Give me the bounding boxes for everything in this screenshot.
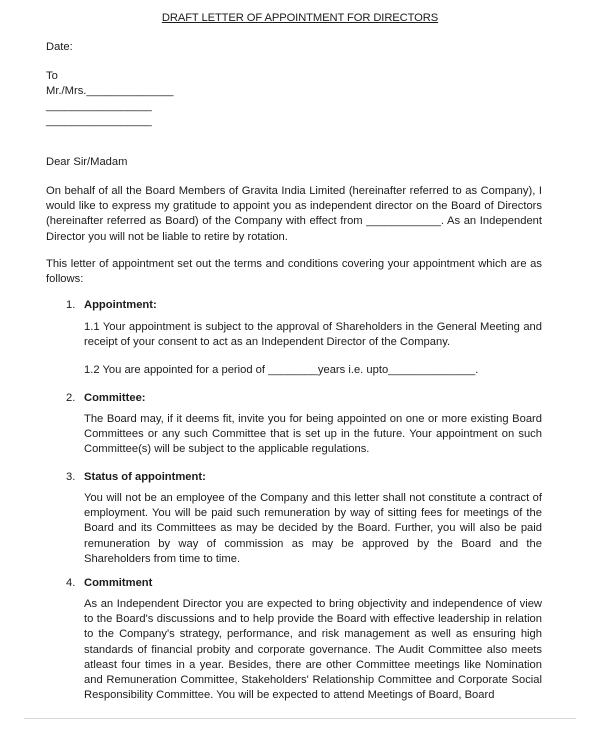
to-label: To — [46, 70, 58, 82]
section-2-heading — [66, 391, 146, 406]
salutation: Dear Sir/Madam — [46, 156, 128, 168]
section-title: Appointment: — [84, 299, 157, 311]
section-number: 3. — [66, 471, 76, 483]
section-1-item-1: 1.1 Your appointment is subject to the approval of Shareholders in the General Meeting and receipt of your consent to act as an Independent Director of the Company. — [84, 321, 542, 349]
section-4-heading — [66, 576, 152, 591]
section-title: Committee: — [84, 392, 146, 404]
section-number: 1. — [66, 299, 76, 311]
address-line-2: _________________ — [46, 100, 152, 112]
section-number: 2. — [66, 392, 76, 404]
page-bottom-rule — [24, 718, 576, 719]
section-number: 4. — [66, 577, 76, 589]
terms-paragraph: This letter of appointment set out the terms and conditions covering your appointment which are as follows: — [46, 258, 542, 286]
addressee-line: Mr./Mrs.______________ — [46, 85, 174, 97]
document-title: DRAFT LETTER OF APPOINTMENT FOR DIRECTORS — [161, 12, 439, 24]
address-line-3: _________________ — [46, 115, 152, 127]
intro-paragraph: On behalf of all the Board Members of Gravita India Limited (hereinafter referred to as Company), I would like to express my gratitude to appoint you as independent director on the Board of Directors (hereinafter referred as Board) of the Company with effect from ____________. As an Independent Director you will not be liable to retire by rotation. — [46, 185, 542, 243]
section-3-heading — [66, 470, 206, 485]
section-1-heading — [66, 298, 157, 313]
section-1-item-2: 1.2 You are appointed for a period of ________years i.e. upto______________. — [84, 364, 479, 376]
section-2-body: The Board may, if it deems fit, invite you for being appointed on one or more existing Board Committees or any such Committee that is set up in the future. Your appointment on such Committee(s) will be subject to the applicable regulations. — [84, 413, 542, 456]
date-label: Date: — [46, 41, 73, 53]
section-title: Status of appointment: — [84, 471, 206, 483]
section-4-body: As an Independent Director you are expected to bring objectivity and independence of view to the Board's discussions and to help provide the Board with effective leadership in relation to the Company's strategy, performance, and risk management as well as ensuring high standards of financial probity and corporate governance. The Audit Committee also meets atleast four times in a year. Besides, there are other Committee meetings like Nomination and Remuneration Committee, Stakeholders' Relationship Committee and Corporate Social Responsibility Committee. You will be expected to attend Meetings of Board, Board — [84, 598, 542, 702]
section-3-body: You will not be an employee of the Company and this letter shall not constitute a contract of employment. You will be paid such remuneration by way of sitting fees for meetings of the Board and its Committees as may be decided by the Board. Further, you will also be paid remuneration by way of commission as may be approved by the Board and the Shareholders from time to time. — [84, 492, 542, 565]
section-title: Commitment — [84, 577, 153, 589]
